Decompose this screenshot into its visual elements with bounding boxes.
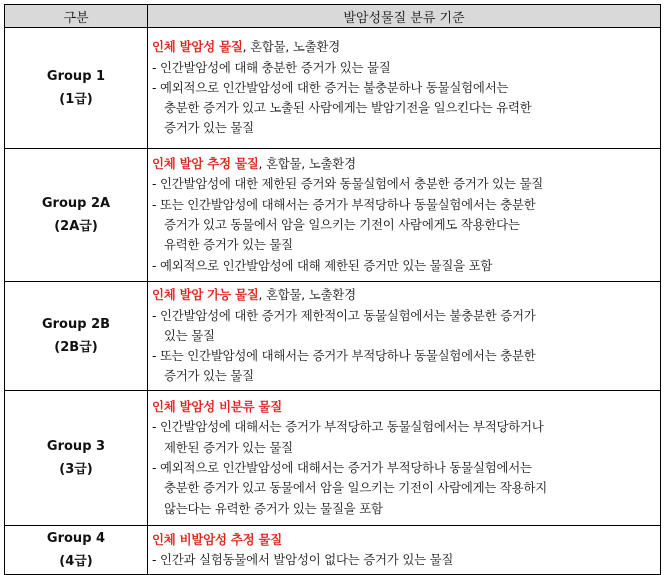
criteria-cell	[148, 391, 661, 526]
group-grade: (1급)	[59, 92, 93, 107]
criteria-line: - 예외적으로 인간발암성에 대해서는 증거가 부적당하나 동물실험에서는	[152, 460, 532, 475]
criteria-line: 제한된 증거가 있는 물질	[164, 439, 293, 455]
criteria-title: 인체 비발암성 추정 물질	[152, 531, 283, 547]
group-grade: (3급)	[59, 462, 93, 477]
criteria-title: 인체 발암성 물질	[152, 39, 243, 55]
criteria-title-suffix: , 혼합물, 노출환경	[258, 287, 356, 303]
criteria-title: 인체 발암성 비분류 물질	[152, 399, 283, 415]
criteria-line: 않는다는 유력한 증거가 있는 물질을 포함	[164, 500, 383, 516]
table-row	[5, 526, 661, 575]
group-cell	[5, 282, 148, 391]
group-cell	[5, 391, 148, 526]
carcinogen-classification-document	[4, 4, 660, 569]
criteria-line: 충분한 증거가 있고 노출된 사람에게는 발암기전을 일으킨다는 유력한	[164, 100, 532, 116]
classification-table	[4, 4, 661, 575]
criteria-cell	[148, 28, 661, 149]
criteria-title-suffix: , 혼합물, 노출환경	[258, 156, 356, 172]
group-cell	[5, 149, 148, 282]
criteria-line: 증거가 있는 물질	[164, 368, 254, 384]
criteria-line: - 또는 인간발암성에 대해서는 증거가 부적당하나 동물실험에서는 충분한	[152, 196, 536, 212]
table-row	[5, 282, 661, 391]
group-grade: (4급)	[59, 554, 93, 569]
header-category: 구분	[5, 5, 148, 28]
table-row	[5, 391, 661, 526]
criteria-cell	[148, 149, 661, 282]
table-row	[5, 28, 661, 149]
criteria-title: 인체 발암 가능 물질	[152, 287, 259, 303]
group-label: Group 2A	[41, 196, 111, 211]
criteria-line: - 또는 인간발암성에 대해서는 증거가 부적당하나 동물실험에서는 충분한	[152, 348, 536, 364]
group-label: Group 4	[46, 531, 106, 546]
header-criteria: 발암성물질 분류 기준	[148, 5, 661, 28]
criteria-line: - 예외적으로 인간발암성에 대한 증거는 불충분하나 동물실험에서는	[152, 79, 509, 95]
group-label: Group 2B	[41, 317, 111, 332]
criteria-line: 있는 물질	[164, 327, 215, 343]
criteria-line: - 인간발암성에 대한 증거가 제한적이고 동물실험에서는 불충분한 증거가	[152, 307, 536, 323]
criteria-line: - 인간발암성에 대해서는 증거가 부적당하고 동물실험에서는 부적당하거나	[152, 419, 544, 435]
header-row	[5, 5, 661, 28]
criteria-cell	[148, 282, 661, 391]
criteria-cell	[148, 526, 661, 575]
criteria-line: 증거가 있고 동물에서 암을 일으키는 기전이 사람에게도 작용한다는	[164, 217, 520, 232]
criteria-line: 유력한 증거가 있는 물질	[164, 237, 293, 253]
criteria-line: 증거가 있는 물질	[164, 120, 254, 136]
group-grade: (2B급)	[54, 340, 98, 355]
criteria-line: - 인간발암성에 대해 충분한 증거가 있는 물질	[152, 59, 391, 75]
criteria-line: 충분한 증거가 있고 동물에서 암을 일으키는 기전이 사람에게는 작용하지	[164, 480, 547, 496]
criteria-line: - 예외적으로 인간발암성에 대해 제한된 증거만 있는 물질을 포함	[152, 257, 493, 273]
criteria-title-suffix: , 혼합물, 노출환경	[242, 39, 340, 55]
table-row	[5, 149, 661, 282]
group-cell	[5, 28, 148, 149]
group-label: Group 3	[46, 439, 106, 454]
criteria-line: - 인간과 실험동물에서 발암성이 없다는 증거가 있는 물질	[152, 552, 454, 567]
group-grade: (2A급)	[54, 219, 98, 234]
group-label: Group 1	[46, 69, 106, 84]
criteria-line: - 인간발암성에 대한 제한된 증거와 동물실험에서 충분한 증거가 있는 물질	[152, 176, 543, 192]
group-cell	[5, 526, 148, 575]
criteria-title: 인체 발암 추정 물질	[152, 156, 259, 172]
